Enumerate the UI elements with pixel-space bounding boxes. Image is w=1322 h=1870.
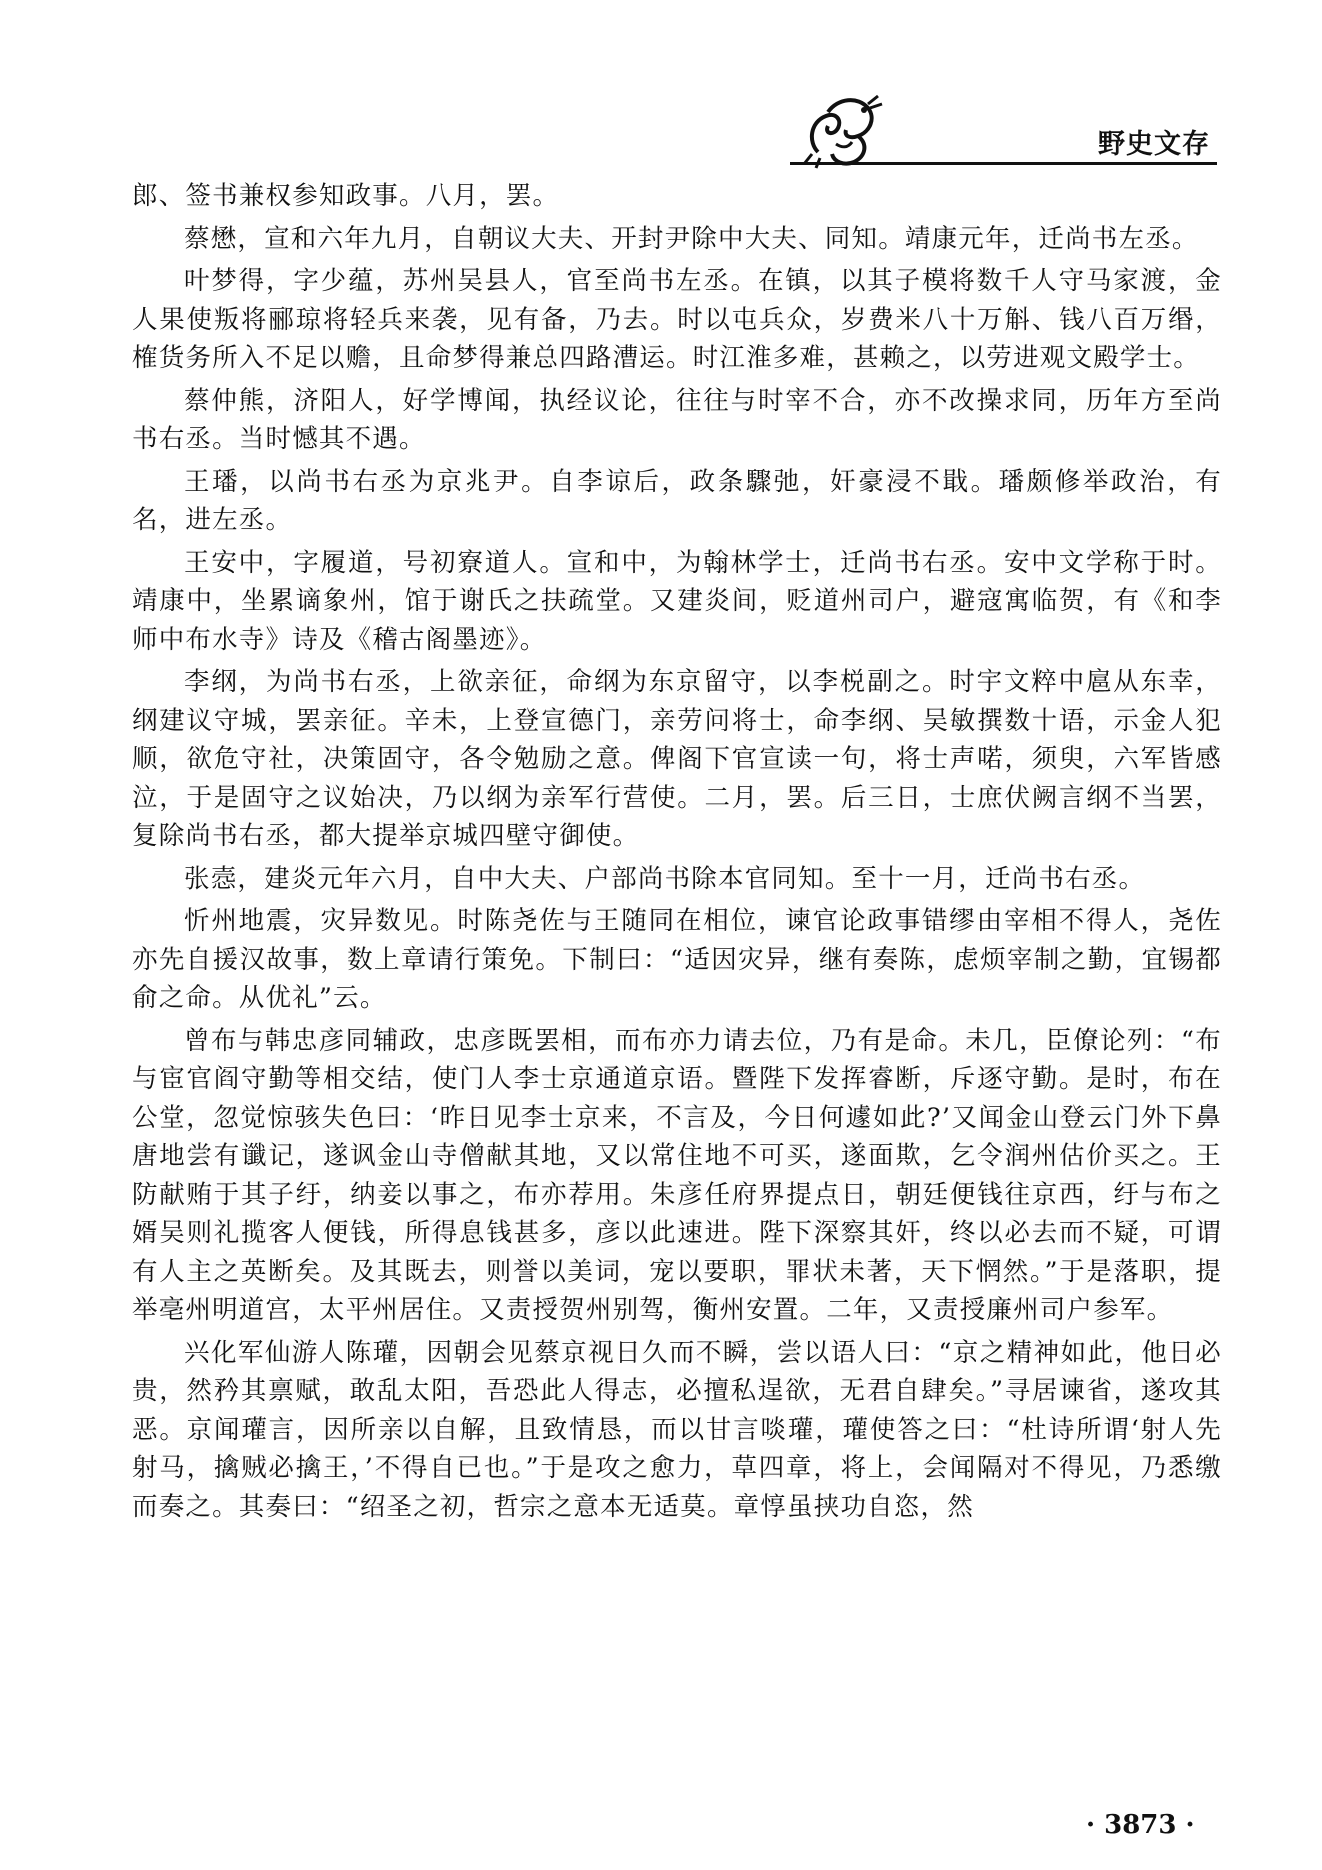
- paragraph: 曾布与韩忠彦同辅政，忠彦既罢相，而布亦力请去位，乃有是命。未几，臣僚论列：“布与宦官阎守勤等相交结，使门人李士京通道京语。暨陛下发挥睿断，斥逐守勤。是时，布在公堂，忽觉惊骇失色曰：‘昨日见李士京来，不言及，今日何遽如此?’又闻金山登云门外下鼻唐地尝有谶记，遂讽金山寺僧献其地，又以常住地不可买，遂面欺，乞令润州估价买之。王防献贿于其子纡，纳妾以事之，布亦荐用。朱彦任府界提点日，朝廷便钱往京西，纡与布之婿吴则礼揽客人便钱，所得息钱甚多，彦以此速进。陛下深察其奸，终以必去而不疑，可谓有人主之英断矣。及其既去，则誉以美词，宠以要职，罪状未著，天下惘然。”于是落职，提举亳州明道宫，太平州居住。又责授贺州别驾，衡州安置。二年，又责授廉州司户参军。: [132, 1025, 1222, 1325]
- paragraph: 兴化军仙游人陈瓘，因朝会见蔡京视日久而不瞬，尝以语人曰：“京之精神如此，他日必贵，然矜其禀赋，敢乱太阳，吾恐此人得志，必擅私逞欲，无君自肆矣。”寻居谏省，遂攻其恶。京闻瓘言，因所亲以自解，且致情恳，而以甘言啖瓘，瓘使答之曰：“杜诗所谓‘射人先射马，擒贼必擒王，’不得自已也。”于是攻之愈力，草四章，将上，会闻隔对不得见，乃悉缴而奏之。其奏曰：“绍圣之初，哲宗之意本无适莫。章惇虽挟功自恣，然: [132, 1337, 1222, 1522]
- paragraph: 叶梦得，字少蕴，苏州吴县人，官至尚书左丞。在镇，以其子模将数千人守马家渡，金人果使叛将郦琼将轻兵来袭，见有备，乃去。时以屯兵众，岁费米八十万斛、钱八百万缗，榷货务所入不足以赡，且命梦得兼总四路漕运。时江淮多难，甚赖之，以劳进观文殿学士。: [132, 266, 1222, 373]
- page-header: [0, 0, 1322, 170]
- paragraph: 郎、签书兼权参知政事。八月，罢。: [132, 181, 560, 211]
- paragraph: 李纲，为尚书右丞，上欲亲征，命纲为东京留守，以李棁副之。时宇文粹中扈从东幸，纲建议守城，罢亲征。辛未，上登宣德门，亲劳问将士，命李纲、吴敏撰数十语，示金人犯顺，欲危守社，决策固守，各令勉励之意。俾阁下官宣读一句，将士声喏，须臾，六军皆感泣，于是固守之议始决，乃以纲为亲军行营使。二月，罢。后三日，士庶伏阙言纲不当罢，复除尚书右丞，都大提举京城四壁守御使。: [132, 667, 1222, 851]
- page-number: · 3873 ·: [1086, 1810, 1195, 1840]
- series-title: 野史文存: [1098, 129, 1210, 160]
- paragraph: 张悫，建炎元年六月，自中大夫、户部尚书除本官同知。至十一月，迁尚书右丞。: [184, 863, 1146, 894]
- page-body: [132, 177, 1222, 1530]
- paragraph: 忻州地震，灾异数见。时陈尧佐与王随同在相位，谏官论政事错缪由宰相不得人，尧佐亦先自援汉故事，数上章请行策免。下制曰：“适因灾异，继有奏陈，虑烦宰制之勤，宜锡都俞之命。从优礼”云。: [132, 906, 1222, 1013]
- paragraph: 王安中，字履道，号初寮道人。宣和中，为翰林学士，迁尚书右丞。安中文学称于时。靖康中，坐累谪象州，馆于谢氏之扶疏堂。又建炎间，贬道州司户，避寇寓临贺，有《和李师中布水寺》诗及《稽古阁墨迹》。: [132, 547, 1222, 655]
- header-rule: [790, 162, 1217, 165]
- paragraph: 王璠，以尚书右丞为京兆尹。自李谅后，政条驟弛，奸豪浸不戢。璠颇修举政治，有名，进左丞。: [132, 466, 1222, 535]
- paragraph: 蔡仲熊，济阳人，好学博闻，执经议论，往往与时宰不合，亦不改操求同，历年方至尚书右丞。当时憾其不遇。: [132, 385, 1222, 454]
- dragon-emblem-icon: [798, 92, 888, 170]
- paragraph: 蔡懋，宣和六年九月，自朝议大夫、开封尹除中大夫、同知。靖康元年，迁尚书左丞。: [184, 223, 1199, 254]
